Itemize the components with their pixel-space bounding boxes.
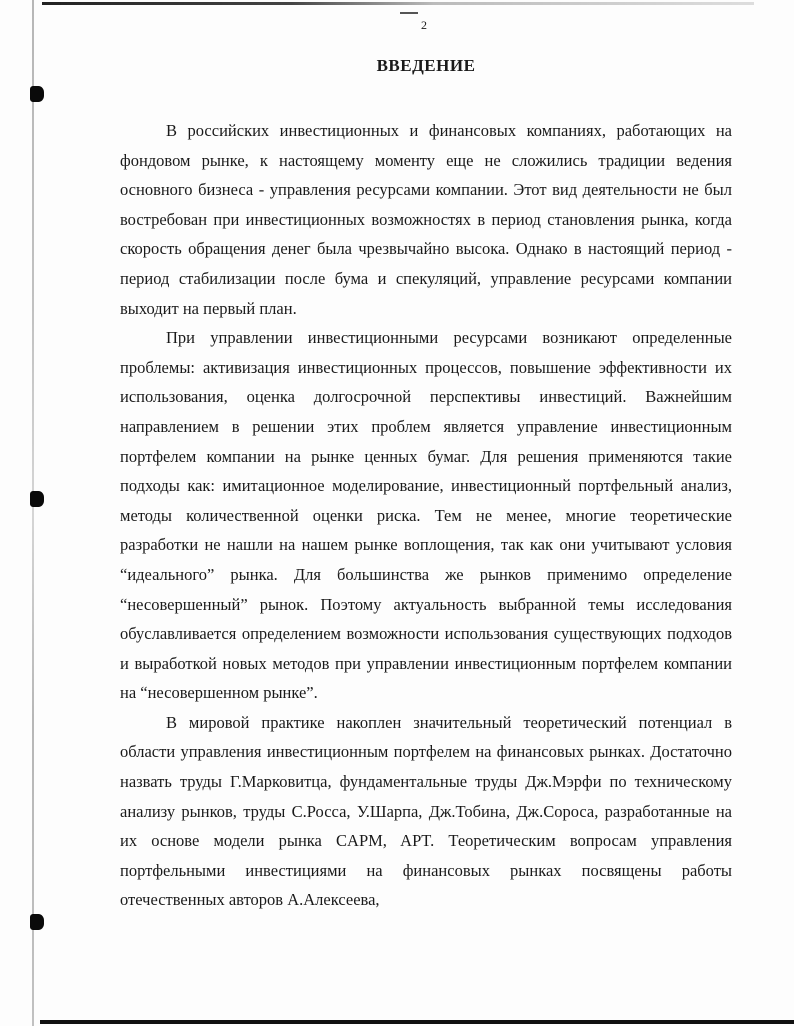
page-number: 2 bbox=[421, 18, 427, 32]
scan-bottom-edge bbox=[40, 1020, 794, 1024]
scan-top-edge bbox=[42, 2, 754, 5]
scan-left-edge bbox=[32, 0, 34, 1026]
paragraph-1: В российских инвестиционных и финансовых компаниях, работающих на фондовом рынке, к настоящему моменту еще не сложились традиции ведения основного бизнеса - управления ресурсами компании. Этот вид деятельности не был востребован при инвестиционных возможностях в период становления рынка, когда скорость обращения денег была чрезвычайно высока. Однако в настоящий период - период стабилизации после бума и спекуляций, управление ресурсами компании выходит на первый план. bbox=[120, 121, 732, 318]
binding-hole-mark bbox=[30, 491, 44, 507]
binding-hole-mark bbox=[30, 914, 44, 930]
paragraph-3: В мировой практике накоплен значительный теоретический потенциал в области управления инвестиционным портфелем на финансовых рынках. Достаточно назвать труды Г.Марковитца, фундаментальные труды Дж.Мэрфи по техническому анализу рынков, труды С.Росса, У.Шарпа, Дж.Тобина, Дж.Сороса, разработанные на их основе модели рынка CAPM, APT. Теоретическим вопросам управления портфельными инвестициями на финансовых рынках посвящены работы отечественных авторов А.Алексеева, bbox=[120, 712, 732, 910]
document-body bbox=[120, 116, 732, 915]
binding-hole-mark bbox=[30, 86, 44, 102]
paragraph-2: При управлении инвестиционными ресурсами возникают определенные проблемы: активизация инвестиционных процессов, повышение эффективности их использования, оценка долгосрочной перспективы инвестиций. Важнейшим направлением в решении этих проблем является управление инвестиционным портфелем компании на рынке ценных бумаг. Для решения применяются такие подходы как: имитационное моделирование, инвестиционный портфельный анализ, методы количественной оценки риска. Тем не менее, многие теоретические разработки не нашли на нашем рынке воплощения, так как они учитывают условия “идеального” рынка. Для большинства же рынков применимо определение “несовершенный” рынок. Поэтому актуальность выбранной темы исследования обуславливается определением возможности использования существующих подходов и выработкой новых методов при управлении инвестиционным портфелем компании на “несовершенном рынке”. bbox=[120, 328, 732, 703]
scan-mark bbox=[400, 12, 418, 14]
page-title: ВВЕДЕНИЕ bbox=[376, 56, 476, 75]
